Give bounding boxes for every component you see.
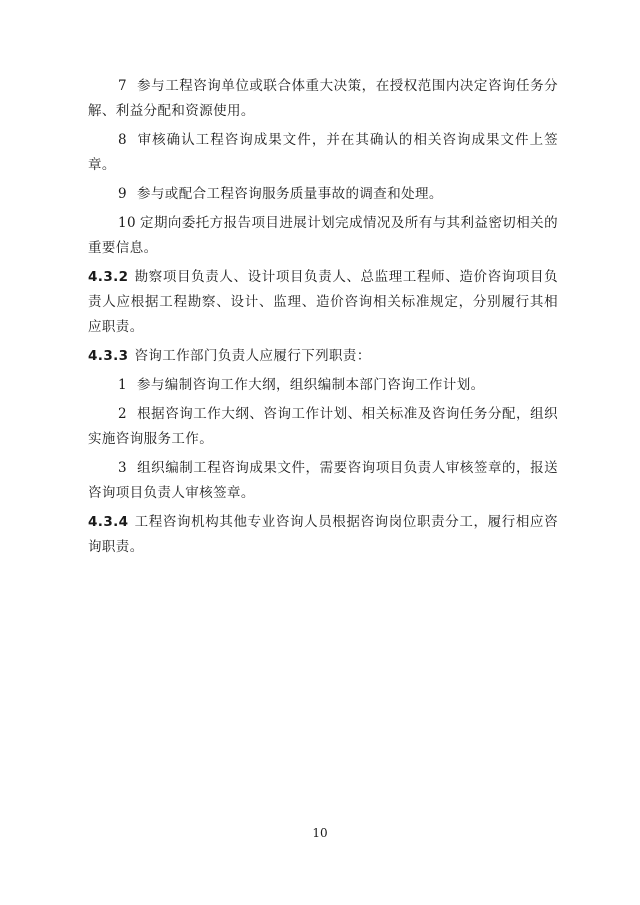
clause-4-3-2: 4.3.2 勘察项目负责人、设计项目负责人、总监理工程师、造价咨询项目负责人应根据工程勘察、设计、监理、造价咨询相关标准规定，分别履行其相应职责。 <box>88 269 558 335</box>
list-item-2: 2 根据咨询工作大纲、咨询工作计划、相关标准及咨询任务分配，组织实施咨询服务工作。 <box>88 406 558 447</box>
document-body <box>88 74 558 564</box>
clause-4-3-4: 4.3.4 工程咨询机构其他专业咨询人员根据咨询岗位职责分工，履行相应咨询职责。 <box>88 514 558 555</box>
list-item-10: 10 定期向委托方报告项目进展计划完成情况及所有与其利益密切相关的重要信息。 <box>88 215 558 256</box>
list-item-8: 8 审核确认工程咨询成果文件，并在其确认的相关咨询成果文件上签章。 <box>88 132 558 173</box>
list-item-3: 3 组织编制工程咨询成果文件，需要咨询项目负责人审核签章的，报送咨询项目负责人审核签章。 <box>88 460 558 501</box>
list-item-1: 1 参与编制咨询工作大纲，组织编制本部门咨询工作计划。 <box>118 377 485 393</box>
list-item-7: 7 参与工程咨询单位或联合体重大决策，在授权范围内决定咨询任务分解、利益分配和资源使用。 <box>88 78 558 119</box>
page-number: 10 <box>312 826 328 840</box>
clause-4-3-3: 4.3.3 咨询工作部门负责人应履行下列职责： <box>88 348 371 364</box>
list-item-9: 9 参与或配合工程咨询服务质量事故的调查和处理。 <box>118 186 443 202</box>
